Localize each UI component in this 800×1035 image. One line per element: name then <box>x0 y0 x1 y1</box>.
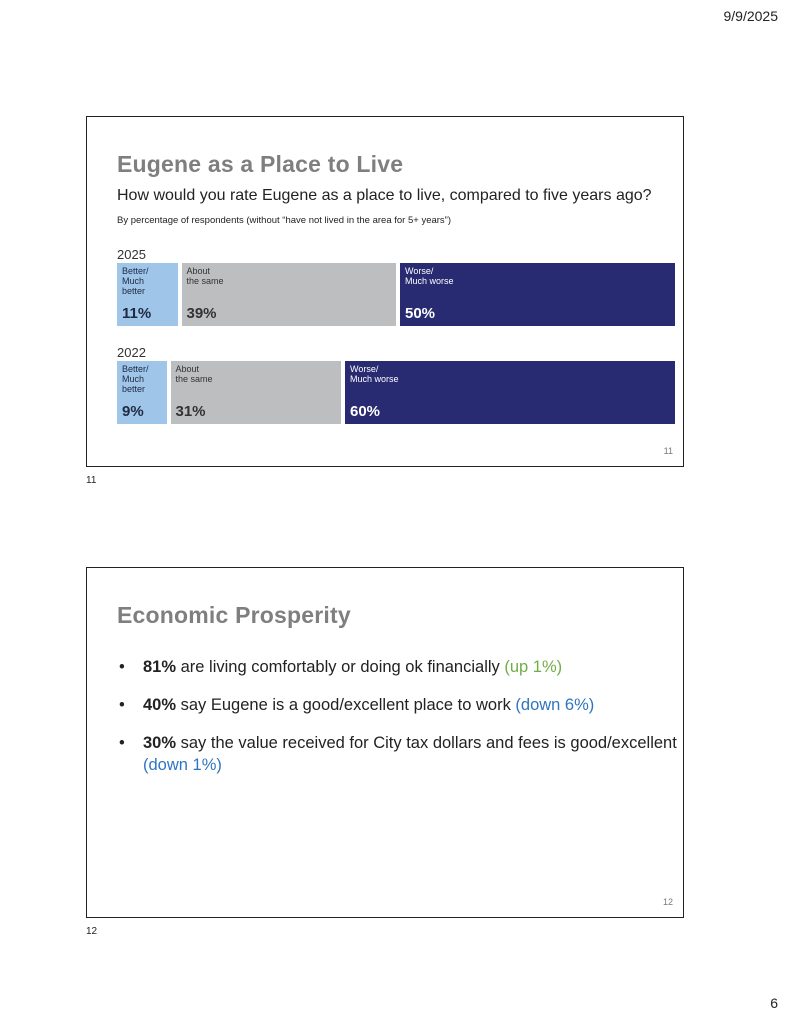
bullet-dot-icon: • <box>119 696 125 714</box>
data-label: 9% <box>122 403 144 420</box>
bar-segment-worse <box>400 263 675 326</box>
page-number: 6 <box>770 995 778 1011</box>
stacked-bar-2025 <box>117 263 675 326</box>
survey-question: How would you rate Eugene as a place to live, compared to five years ago? <box>117 187 652 204</box>
slide-eugene-place-to-live <box>86 116 684 467</box>
bar-segment-same <box>182 263 397 326</box>
segment-label: Better/ Much better <box>122 266 149 296</box>
bar-segment-same <box>171 361 342 424</box>
bullet-text: say the value received for City tax dollars and fees is good/excellent <box>176 734 677 752</box>
slide-number: 12 <box>662 897 673 907</box>
bar-segment-better <box>117 263 178 326</box>
bullet-stat: 81% <box>143 658 177 676</box>
print-date: 9/9/2025 <box>723 8 778 24</box>
slide-label: 11 <box>86 475 97 486</box>
bullet-dot-icon: • <box>119 658 125 676</box>
chart-subtitle: By percentage of respondents (without “have not lived in the area for 5+ years”) <box>117 215 452 226</box>
slide-title: Economic Prosperity <box>117 602 351 628</box>
bullet-dot-icon: • <box>119 734 125 752</box>
year-label-2025: 2025 <box>117 247 146 262</box>
bar-segment-worse <box>345 361 675 424</box>
segment-label: About the same <box>186 266 224 286</box>
bar-segment-better <box>117 361 167 424</box>
bullet-text: say Eugene is a good/excellent place to work <box>176 696 516 714</box>
bullet-item <box>117 656 677 678</box>
data-label: 39% <box>186 305 217 322</box>
segment-label: Better/ Much better <box>122 364 149 394</box>
year-label-2022: 2022 <box>117 345 146 360</box>
segment-label: About the same <box>175 364 213 384</box>
bullet-change: (down 6%) <box>515 696 595 714</box>
bullet-item <box>117 694 677 716</box>
segment-label: Worse/ Much worse <box>405 266 454 286</box>
bullet-change: (down 1%) <box>143 756 222 774</box>
slide-title: Eugene as a Place to Live <box>117 151 404 177</box>
segment-label: Worse/ Much worse <box>350 364 399 384</box>
slide-number: 11 <box>663 446 673 456</box>
data-label: 60% <box>350 403 381 420</box>
slide-economic-prosperity <box>86 567 684 918</box>
bullet-stat: 30% <box>143 734 177 752</box>
bullet-change: (up 1%) <box>504 658 563 676</box>
stacked-bar-2022 <box>117 361 675 424</box>
slide-label: 12 <box>86 926 98 937</box>
bullet-stat: 40% <box>143 696 177 714</box>
bullet-text: are living comfortably or doing ok financially <box>176 658 505 676</box>
data-label: 11% <box>122 305 152 322</box>
bullet-list <box>117 656 677 792</box>
bullet-item <box>117 732 677 776</box>
data-label: 50% <box>405 305 436 322</box>
data-label: 31% <box>175 403 206 420</box>
